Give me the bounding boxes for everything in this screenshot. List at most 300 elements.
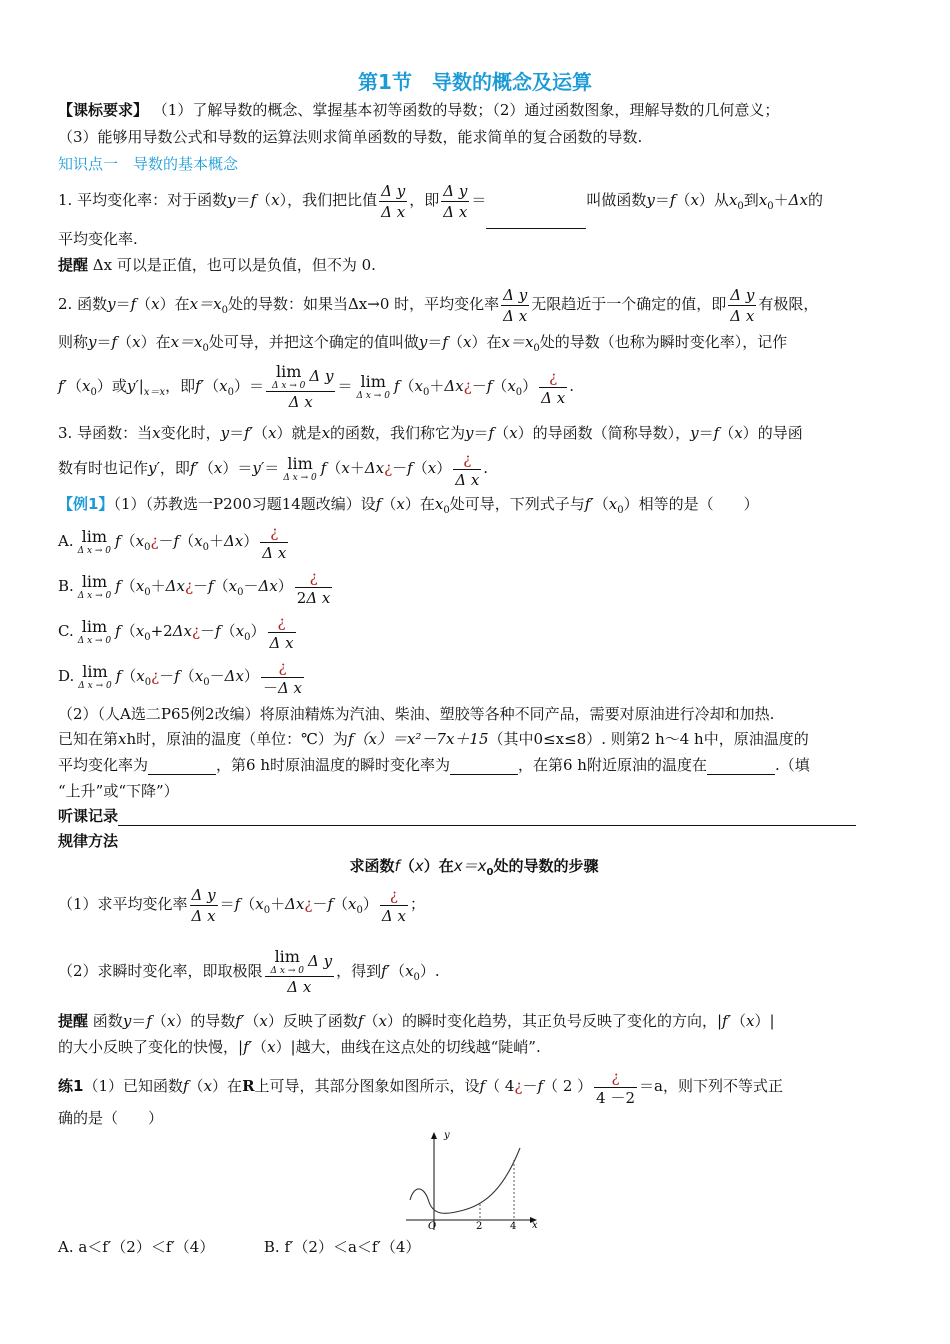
lim-text: lim (287, 454, 313, 473)
frac-den: Δ x (443, 202, 468, 221)
lim-operator (271, 948, 304, 976)
def3-lp3: （ (719, 424, 735, 442)
fraction-qm-dx (539, 367, 567, 408)
def3-y: y (220, 424, 230, 442)
frac-num: ¿ (539, 367, 567, 388)
tip2-d: 的瞬时变化趋势，其正负号反映了变化的方向， (401, 1012, 717, 1030)
def2-sub0g: 0 (515, 387, 523, 398)
def1-text-h: 的 (807, 191, 823, 209)
lim-sub: Δ x → 0 (271, 380, 306, 391)
def2-line-1 (58, 282, 890, 333)
frac-num: ¿ (268, 612, 296, 633)
def2-f4: f (393, 377, 400, 395)
def2-xeqx0c: x＝x (501, 333, 534, 351)
def2-rp2: ） (140, 333, 156, 351)
frac-den: Δ x (269, 633, 294, 652)
x-axis-label: x (532, 1220, 538, 1231)
def1-eq2: ＝ (654, 191, 670, 209)
option-letter: B. (58, 577, 74, 595)
frac-den: Δ x (730, 306, 755, 325)
step2-lp: （ (390, 962, 406, 980)
method-heading-b: 在 (438, 857, 454, 875)
def2-text-c: 处的导数：如果当Δx→0 时，平均变化率 (227, 295, 500, 313)
frac-den: Δ x (503, 306, 528, 325)
p2-fx: f（x）＝x²－7x＋15 (347, 730, 489, 748)
ex1-q4: 相等的是（ ） (638, 495, 759, 513)
def2-sub0c: 0 (533, 343, 540, 354)
ex1-lp2: （ (593, 495, 609, 513)
def2-text-a: 2. 函数 (58, 295, 108, 313)
frac-den: Δ x (381, 906, 406, 925)
function-curve (410, 1148, 520, 1213)
opt-x0b: x (194, 532, 203, 550)
method-rp: ） (423, 857, 439, 875)
def3-x8: x (427, 459, 437, 477)
def2-lp6: （ (399, 377, 415, 395)
opt-x0b: x (194, 667, 204, 685)
ex1-part2-line-3 (58, 755, 890, 775)
def3-fp2: f′ (189, 459, 199, 477)
def1-x0b: x (758, 191, 768, 209)
step1-x0: x (255, 895, 264, 913)
step2-text-b: ，得到 (336, 962, 382, 980)
practice-f: f (182, 1077, 189, 1095)
lim-operator (272, 363, 305, 391)
def1-line-2: 平均变化率. (58, 230, 138, 248)
function-graph (404, 1130, 554, 1232)
practice-rp: ） (212, 1077, 228, 1095)
def3-yp: y′ (148, 459, 160, 477)
def2-xeqx0: x＝x (189, 295, 222, 313)
opt-f2: f (173, 532, 180, 550)
def3-y2: y (465, 424, 474, 442)
tip2-x5: x (267, 1038, 276, 1056)
page-title: 第1节 导数的概念及运算 (358, 70, 592, 94)
step1-lp: （ (240, 895, 256, 913)
practice-label: 练1 (58, 1077, 84, 1095)
def2-line-3 (58, 358, 890, 421)
frac-num: ¿ (380, 885, 408, 906)
method-heading-a: 求函数 (349, 857, 395, 875)
fraction-qm-dx-2 (453, 449, 481, 490)
frac-den: 4 －2 (596, 1088, 635, 1107)
def3-eq: ＝ (229, 424, 245, 442)
p2-text-h: ，在第6 h附近原油的温度在 (518, 756, 707, 774)
frac-den (261, 678, 304, 698)
frac-num: ¿ (594, 1067, 637, 1088)
def1-x: x (271, 191, 280, 209)
frac-num-dy: Δ y (309, 366, 334, 385)
def2-sub0: 0 (221, 305, 228, 316)
frac-num (266, 363, 336, 392)
opt-x0: x (135, 577, 145, 595)
ex1-part2-line-4: “上升”或“下降”） (58, 782, 179, 800)
fraction-qm-4-2 (594, 1067, 637, 1108)
opt-lp2: （ (179, 532, 195, 550)
def3-x2: x (268, 424, 277, 442)
method-sub0: 0 (486, 867, 494, 878)
lim-sub: Δ x → 0 (78, 681, 112, 691)
def3-line-2 (58, 446, 890, 490)
frac-num: ¿ (295, 567, 333, 588)
opt-dx: Δx (172, 622, 192, 640)
def1-text-c: ，即 (409, 191, 440, 209)
frac-den-two: 2 (296, 588, 307, 607)
option-letter: C. (58, 622, 74, 640)
lim-text: lim (81, 617, 108, 636)
fraction-lim-dy-dx (265, 948, 335, 997)
lim-sub: Δ x → 0 (77, 546, 112, 556)
ex1-x0b: x (608, 495, 618, 513)
def2-text-i: 在 (486, 333, 502, 351)
opt-qm: ¿ (184, 577, 194, 595)
ex1-f: f (375, 495, 382, 513)
practice-f2val: （ 2 ） (543, 1077, 593, 1095)
step1-sub0b: 0 (356, 905, 363, 916)
frac-den: Δ x (191, 906, 216, 925)
opt-lp2: （ (213, 577, 229, 595)
tip2-fp2: f′ (722, 1012, 731, 1030)
def2-text-g: 在 (155, 333, 171, 351)
opt-x0b: x (228, 577, 238, 595)
opt-minus2: － (243, 577, 259, 595)
def3-text-h: ，即 (159, 459, 190, 477)
fraction-dy-dx-4 (728, 285, 756, 326)
def1-text-e: 叫做函数 (586, 191, 647, 209)
p2-text-e: ）. 则第2 h～4 h中，原油温度的 (586, 730, 809, 748)
opt-f: f (115, 577, 121, 595)
def3-x3: x (321, 424, 331, 442)
lim-text: lim (81, 527, 108, 546)
opt-lp: （ (120, 577, 136, 595)
def1-lp: （ (256, 191, 272, 209)
def2-x0d: x (507, 377, 516, 395)
section-heading-1: 知识点一 导数的基本概念 (58, 155, 239, 173)
option-letter: D. (58, 667, 75, 685)
frac-den-neg: － (262, 678, 278, 697)
practice-e: ＝a，则下列不等式正 (639, 1077, 783, 1095)
frac-den: Δ x (455, 470, 480, 489)
frac-den: Δ x (381, 202, 406, 221)
tip2-fp: f′ (235, 1012, 245, 1030)
opt-minus: － (158, 532, 174, 550)
practice-option-b[interactable]: B. f′（2）＜a＜f′（4） (263, 1238, 421, 1256)
kebiao-line-2 (58, 127, 890, 147)
def2-y2: y (88, 333, 97, 351)
opt-sub0b: 0 (203, 677, 210, 688)
y-axis-arrow-icon (431, 1132, 437, 1139)
fraction-dy-dx (190, 885, 218, 926)
step1-dx: Δx (285, 895, 305, 913)
tip2-x3: x (378, 1012, 387, 1030)
def3-x: x (152, 424, 161, 442)
def2-qm: ¿ (463, 377, 472, 395)
def2-x3: x (462, 333, 472, 351)
opt-f2: f (215, 622, 221, 640)
opt-f2: f (208, 577, 214, 595)
def1-text-a: 1. 平均变化率：对于函数 (58, 191, 228, 209)
method-heading-c: 处的导数的步骤 (493, 857, 599, 875)
def1-lp2: （ (675, 191, 691, 209)
opt-lp: （ (121, 667, 137, 685)
step1-plus: ＋ (270, 895, 286, 913)
frac-num: ¿ (453, 449, 481, 470)
frac-den: Δ x (262, 543, 287, 562)
tip2-b: 的导数 (190, 1012, 236, 1030)
p2-text-b: 已知在第 (58, 730, 119, 748)
fraction-dy-dx-3 (501, 285, 529, 326)
def2-text-k: 或 (111, 377, 127, 395)
lim-operator (78, 528, 111, 556)
frac-den-dx: Δ x (306, 588, 331, 607)
def2-y: y (107, 295, 116, 313)
ex1-fp: f′ (584, 495, 594, 513)
def3-lp6: （ (412, 459, 428, 477)
opt-qm: ¿ (150, 532, 159, 550)
frac-den-dx: Δ x (277, 678, 303, 697)
listen-notes-blank[interactable] (118, 825, 856, 826)
practice-option-a[interactable]: A. a＜f′（2）＜f′（4） (58, 1238, 215, 1256)
answer-blank-1[interactable] (148, 774, 216, 775)
def3-rp3: ） (742, 424, 758, 442)
opt-x0b: x (235, 622, 245, 640)
p2-text-f: 平均变化率为 (58, 756, 149, 774)
method-x: x (414, 857, 424, 875)
opt-sub0: 0 (144, 587, 151, 598)
def2-lp4: （ (66, 377, 82, 395)
y-axis-label: y (444, 1130, 450, 1141)
step2-dot: . (434, 962, 440, 980)
fraction-dy-dx-1 (379, 181, 407, 222)
fraction-qm-2dx (295, 567, 333, 608)
frac-den: Δ x (541, 388, 566, 407)
step2-rp: ） (419, 962, 435, 980)
tip1-text: Δx 可以是正值，也可以是负值，但不为 0. (92, 256, 376, 274)
tip2-lp2: （ (244, 1012, 260, 1030)
opt-rp: ） (277, 577, 293, 595)
opt-minus: － (159, 667, 175, 685)
def3-x7: x (341, 459, 350, 477)
lim-sub: Δ x → 0 (77, 636, 112, 646)
listen-label: 听课记录 (58, 807, 119, 825)
lim-operator (78, 618, 111, 646)
tip2-lp3: （ (363, 1012, 379, 1030)
method-step-2 (58, 943, 890, 1006)
def2-x0c: x (414, 377, 423, 395)
lim-sub: Δ x → 0 (283, 473, 317, 483)
def2-bar: | (138, 377, 144, 395)
step1-f2: f (327, 895, 333, 913)
def3-f4: f (407, 459, 413, 477)
answer-blank-2[interactable] (450, 774, 518, 775)
def3-rp2: ） (517, 424, 533, 442)
def3-y3: y (690, 424, 699, 442)
def3-rp6: ） (436, 459, 452, 477)
def2-rp3: ） (471, 333, 487, 351)
opt-dx: Δx (223, 532, 244, 550)
lim-operator (78, 573, 111, 601)
tip2-rp4: ） (754, 1012, 770, 1030)
tip2-c: 反映了函数 (282, 1012, 358, 1030)
def3-qm: ¿ (384, 459, 393, 477)
practice-qm: ¿ (514, 1077, 523, 1095)
def2-text-b: 在 (174, 295, 190, 313)
practice-f2: f (479, 1077, 486, 1095)
ex1-part2-line-2 (58, 729, 890, 749)
def3-lp5: （ (326, 459, 342, 477)
def2-x: x (151, 295, 160, 313)
step1-minus: － (312, 895, 328, 913)
opt-sub0b: 0 (202, 542, 209, 553)
ex1-rp: ） (404, 495, 420, 513)
kebiao-line-1 (58, 100, 890, 120)
def2-lp2: （ (117, 333, 133, 351)
def2-text-m: ＝ (248, 377, 264, 395)
def2-plus: ＋ (429, 377, 445, 395)
def2-xeqx0b: x＝x (170, 333, 203, 351)
tip2-a: 函数 (92, 1012, 123, 1030)
frac-num: Δ y (730, 285, 755, 304)
opt-lp2: （ (220, 622, 236, 640)
def1-text-g: 到 (743, 191, 759, 209)
step1-rp: ） (362, 895, 378, 913)
frac-num (265, 948, 335, 977)
def2-rp4: ） (96, 377, 112, 395)
tip2-rp3: ） (386, 1012, 402, 1030)
def3-text-f: 的导函 (757, 424, 803, 442)
opt-minus: － (200, 622, 216, 640)
opt-minus2: － (209, 667, 225, 685)
ex1-option-d[interactable] (58, 656, 890, 703)
def2-bar-sub: x＝x (143, 387, 166, 398)
p2-x: x (118, 730, 127, 748)
opt-qm: ¿ (192, 622, 201, 640)
def3-dx: Δx (364, 459, 385, 477)
def1-x0: x (728, 191, 738, 209)
opt-f: f (115, 667, 122, 685)
method-step-1 (58, 882, 890, 933)
def2-f2: f (111, 333, 118, 351)
ex1-x: x (396, 495, 405, 513)
kebiao-label: 【课标要求】 (58, 101, 149, 119)
p2-text-i: .（填 (774, 756, 810, 774)
step1-sub0: 0 (263, 905, 271, 916)
opt-x0: x (135, 532, 145, 550)
lim-text: lim (274, 946, 300, 966)
tip2-rp: ） (175, 1012, 191, 1030)
tip2-line-2 (58, 1037, 890, 1057)
opt-sub0: 0 (144, 632, 151, 643)
def3-eq3: ＝ (698, 424, 714, 442)
opt-f2: f (174, 667, 180, 685)
fraction-qm-dx (260, 522, 288, 563)
frac-num: Δ y (191, 885, 216, 904)
frac-num: ¿ (261, 657, 304, 678)
opt-plus: ＋ (208, 532, 224, 550)
answer-blank-3[interactable] (707, 774, 775, 775)
def3-x5: x (734, 424, 743, 442)
opt-rp: ） (243, 667, 259, 685)
def2-rp: ） (159, 295, 175, 313)
ex1-option-a[interactable] (58, 521, 890, 568)
frac-num-dy: Δ y (307, 951, 333, 970)
def2-lp3: （ (447, 333, 463, 351)
fraction-qm-neg-dx (261, 657, 304, 698)
def1-y: y (227, 191, 236, 209)
def3-yp2: y′ (252, 459, 265, 477)
practice-line-1 (58, 1064, 890, 1108)
def2-fp2: f′ (195, 377, 205, 395)
ex1-option-c[interactable] (58, 611, 890, 658)
def3-f: f (488, 424, 495, 442)
def1-dx: Δx (788, 191, 808, 209)
lim-text: lim (82, 662, 108, 681)
def2-rp5: ） (233, 377, 249, 395)
frac-den (295, 588, 333, 608)
practice-f3: f (537, 1077, 544, 1095)
lim-operator-3 (283, 455, 316, 483)
tip2-x4: x (746, 1012, 755, 1030)
tip2-rp5: ） (275, 1038, 291, 1056)
tip2-bar2: | (769, 1012, 775, 1030)
def2-f3: f (442, 333, 448, 351)
opt-sub0b: 0 (237, 587, 244, 598)
def2-f5: f (486, 377, 493, 395)
p2-text-g: ，第6 h时原油温度的瞬时变化率为 (216, 756, 450, 774)
opt-x0: x (135, 622, 145, 640)
step2-sub0: 0 (413, 972, 420, 983)
def3-plus: ＋ (349, 459, 365, 477)
def3-eq4: ＝ (237, 459, 253, 477)
opt-sub0b: 0 (244, 632, 251, 643)
ex1-q: （1）（苏教选一P200习题14题改编）设 (113, 495, 376, 513)
tip2-x: x (166, 1012, 176, 1030)
tip1-line (58, 255, 890, 275)
ex1-option-b[interactable] (58, 566, 890, 613)
tip2-bar4: | (290, 1038, 296, 1056)
origin-label: O (428, 1221, 437, 1232)
def2-fp: f′ (58, 377, 67, 395)
tip2-x2: x (259, 1012, 268, 1030)
ex1-q2: 在 (419, 495, 435, 513)
opt-minus: － (193, 577, 209, 595)
option-letter: A. (58, 532, 74, 550)
def1-y2: y (646, 191, 655, 209)
tip2-bar3: | (238, 1038, 244, 1056)
def2-minus: － (471, 377, 487, 395)
def2-dot: . (569, 377, 575, 395)
def2-f: f (130, 295, 137, 313)
def2-x0: x (81, 377, 91, 395)
def2-lp: （ (136, 295, 152, 313)
def3-f3: f (320, 459, 327, 477)
def3-fp: f′ (244, 424, 254, 442)
frac-num: ¿ (260, 522, 288, 543)
def1-f2: f (669, 191, 676, 209)
def2-text-j: 处的导数（也称为瞬时变化率），记作 (539, 333, 788, 351)
def3-eq5: ＝ (264, 459, 280, 477)
step2-text: （2）求瞬时变化率，即取极限 (58, 962, 263, 980)
lim-operator (78, 663, 111, 691)
ex1-x0: x (434, 495, 444, 513)
tip2-label: 提醒 (58, 1012, 89, 1030)
def2-eq4: ＝ (337, 377, 353, 395)
def2-lp7: （ (492, 377, 508, 395)
tip2-f-text: 越大，曲线在这点处的切线越“陡峭”. (295, 1038, 541, 1056)
def2-dx: Δx (444, 377, 464, 395)
opt-dx: Δx (224, 667, 244, 685)
method-lp: （ (399, 857, 415, 875)
